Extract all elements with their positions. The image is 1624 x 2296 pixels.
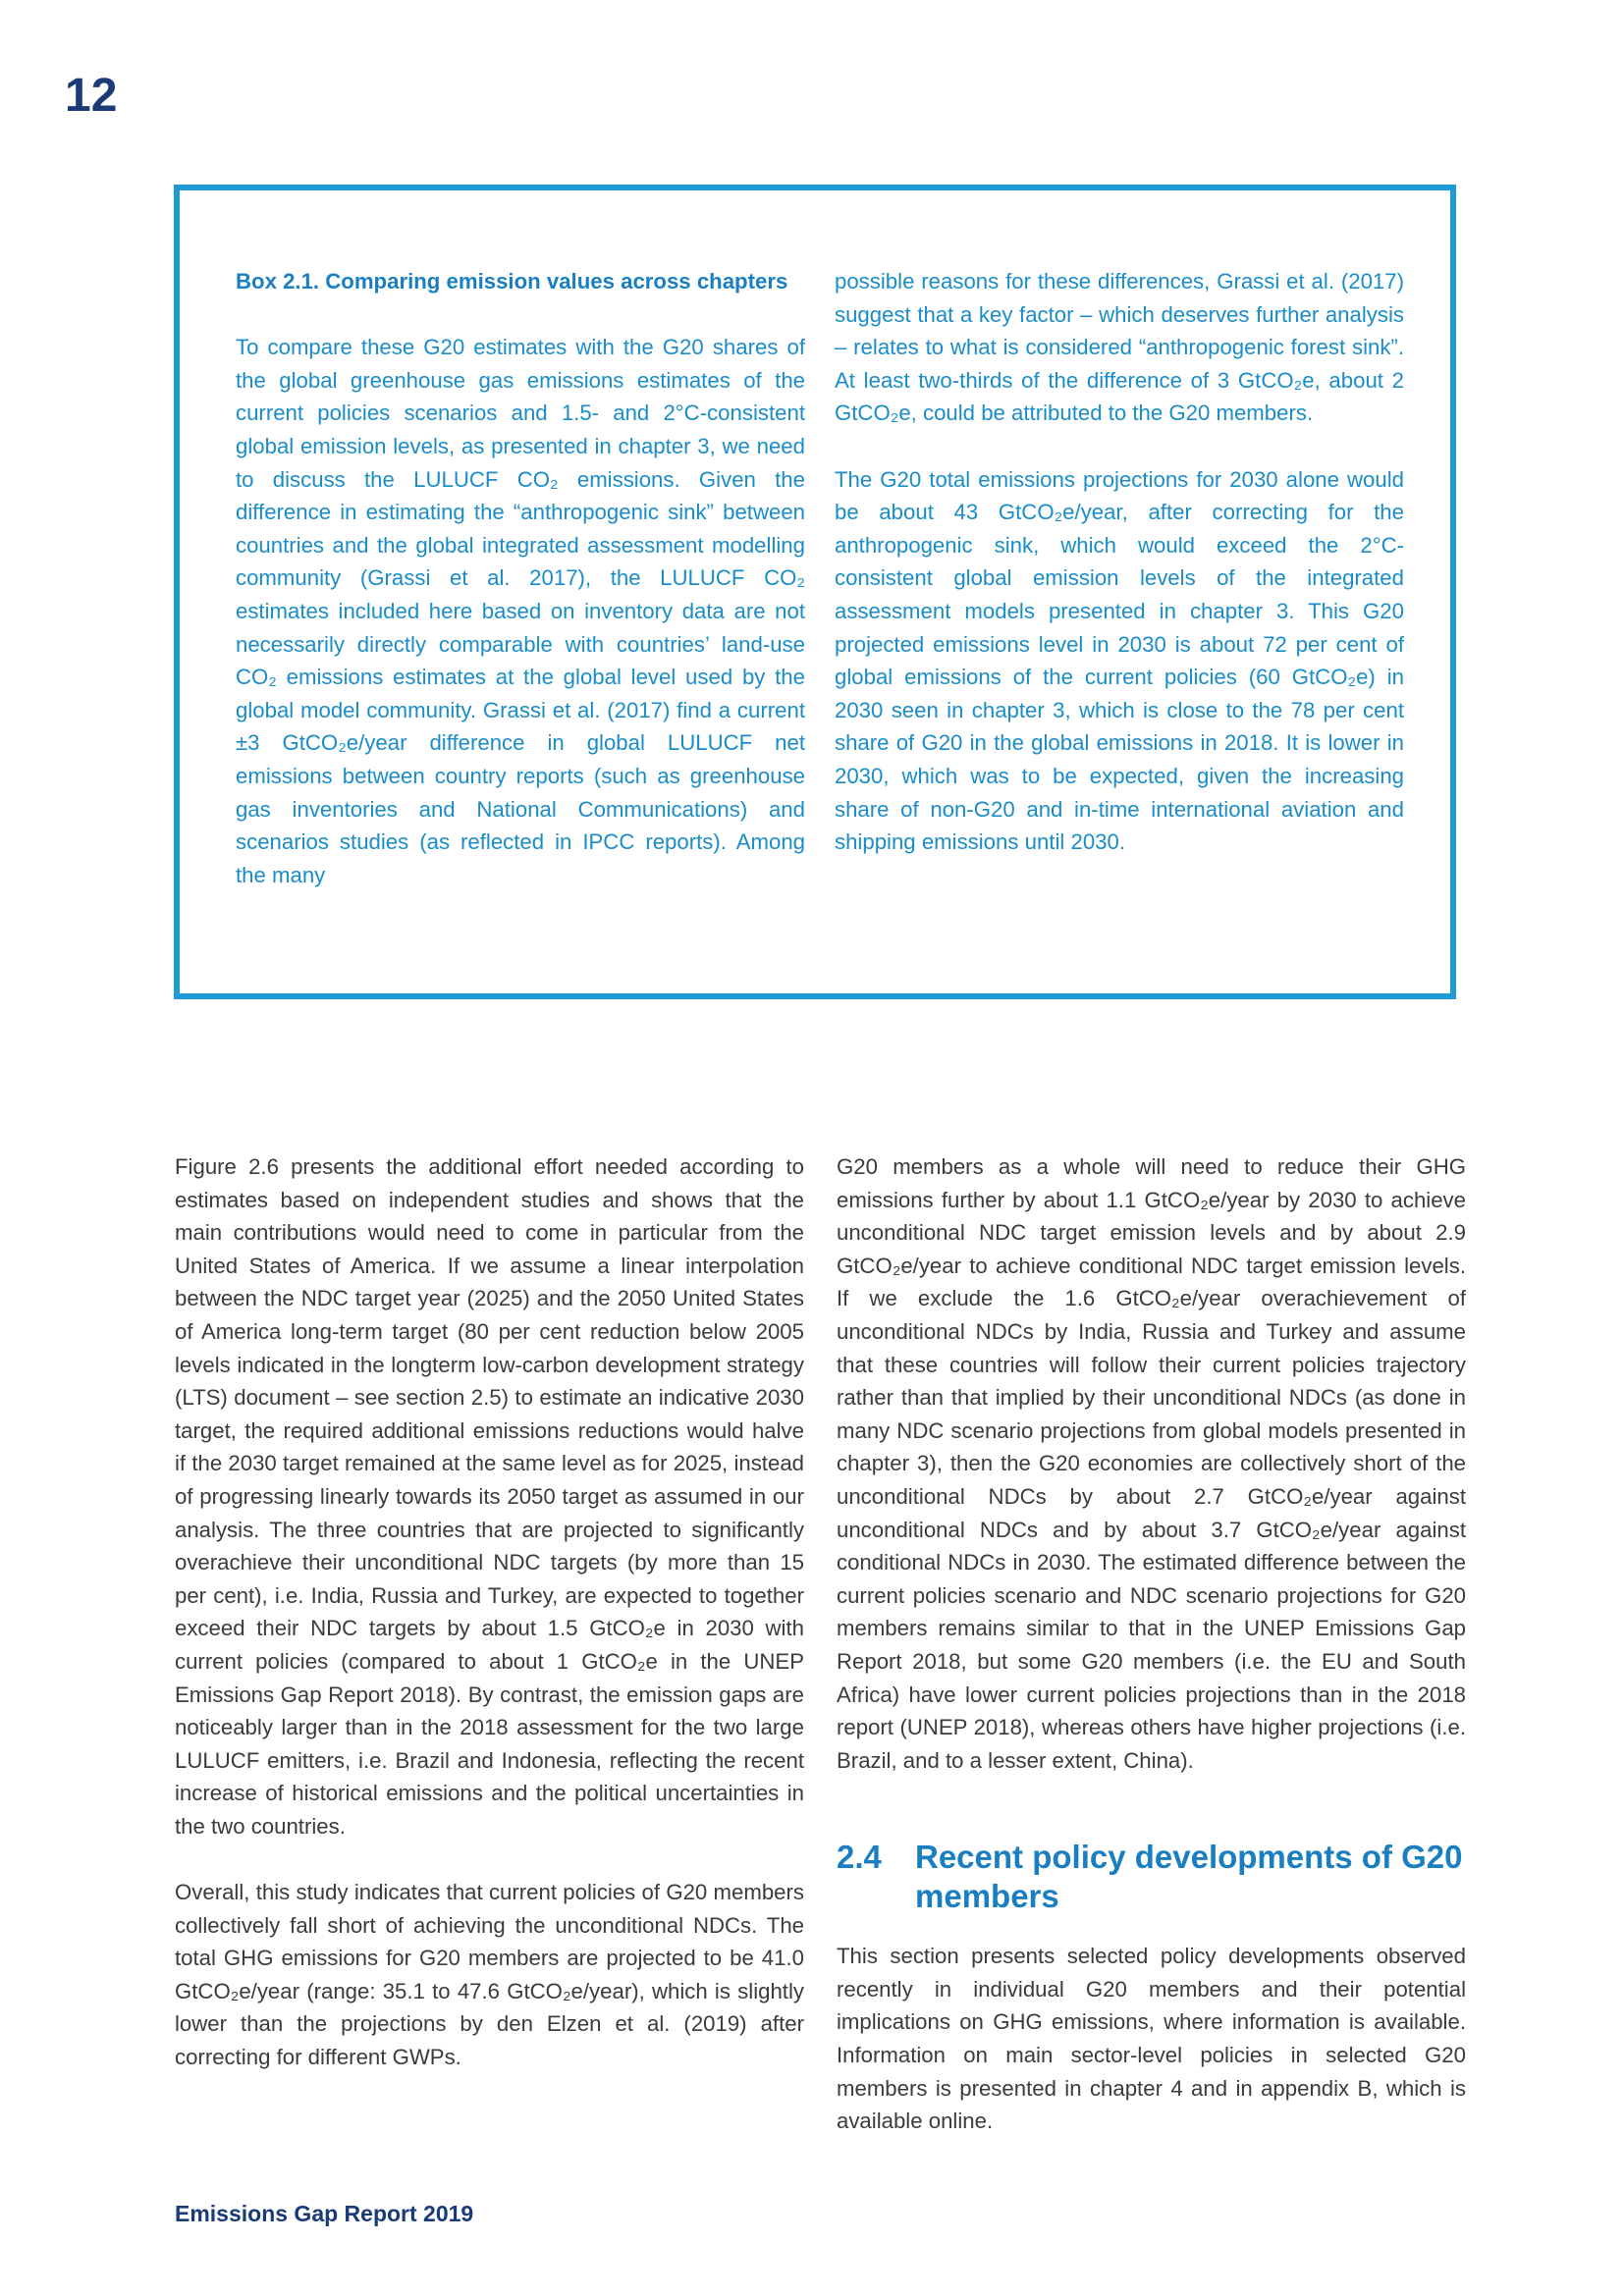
page-number: 12 [65, 70, 118, 122]
body-right-paragraph-2: This section presents selected policy developments observed recently in individual G20 members and their potential implications on GHG emissions, where information is available. Information on main sector-level policies in selected G20 members is presented in chapter 4 and in appendix B, which is available online. [837, 1944, 1466, 2134]
body-right-paragraph-1: G20 members as a whole will need to reduce their GHG emissions further by about 1.1 GtCO₂e/year by 2030 to achieve unconditional NDC target emission levels and by about 2.9 GtCO₂e/year to achieve conditional NDC target emission levels. If we exclude the 1.6 GtCO₂e/year overachievement of unconditional NDCs by India, Russia and Turkey and assume that these countries will follow their current policies trajectory rather than that implied by their unconditional NDCs (as done in many NDC scenario projections from global models presented in chapter 3), then the G20 economies are collectively short of the unconditional NDCs by about 2.7 GtCO₂e/year against unconditional NDCs and by about 3.7 GtCO₂e/year against conditional NDCs in 2030. The estimated difference between the current policies scenario and NDC scenario projections for G20 members remains similar to that in the UNEP Emissions Gap Report 2018, but some G20 members (i.e. the EU and South Africa) have lower current policies projections than in the 2018 report (UNEP 2018), whereas others have higher projections (i.e. Brazil, and to a lesser extent, China). [837, 1154, 1466, 1773]
box-right-column [835, 265, 1404, 859]
body-left-column [175, 1150, 804, 2074]
body-left-paragraph-1: Figure 2.6 presents the additional effort needed according to estimates based on independent studies and shows that the main contributions would need to come in particular from the United States of America. If we assume a linear interpolation between the NDC target year (2025) and the 2050 United States of America long-term target (80 per cent reduction below 2005 levels indicated in the longterm low-carbon development strategy (LTS) document – see section 2.5) to estimate an indicative 2030 target, the required additional emissions reductions would halve if the 2030 target remained at the same level as for 2025, instead of progressing linearly towards its 2050 target as assumed in our analysis. The three countries that are projected to significantly overachieve their unconditional NDC targets (by more than 15 per cent), i.e. India, Russia and Turkey, are expected to together exceed their NDC targets by about 1.5 GtCO₂e in 2030 with current policies (compared to about 1 GtCO₂e in the UNEP Emissions Gap Report 2018). By contrast, the emission gaps are noticeably larger than in the 2018 assessment for the two large LULUCF emitters, i.e. Brazil and Indonesia, reflecting the recent increase of historical emissions and the political uncertainties in the two countries. [175, 1154, 804, 1839]
box-right-paragraph-1: possible reasons for these differences, Grassi et al. (2017) suggest that a key factor – which deserves further analysis – relates to what is considered “anthropogenic forest sink”. At least two-thirds of the difference of 3 GtCO₂e, about 2 GtCO₂e, could be attributed to the G20 members. [835, 269, 1404, 426]
footer-report-title: Emissions Gap Report 2019 [175, 2201, 474, 2226]
body-right-column [837, 1150, 1466, 2138]
box-right-paragraph-2: The G20 total emissions projections for 2030 alone would be about 43 GtCO₂e/year, after correcting for the anthropogenic sink, which would exceed the 2°C-consistent global emission levels of the integrated assessment models presented in chapter 3. This G20 projected emissions level in 2030 is about 72 per cent of global emissions of the current policies (60 GtCO₂e) in 2030 seen in chapter 3, which is close to the 78 per cent share of G20 in the global emissions in 2018. It is lower in 2030, which was to be expected, given the increasing share of non-G20 and in-time international aviation and shipping emissions until 2030. [835, 466, 1404, 855]
section-heading [837, 1838, 1466, 1916]
section-number: 2.4 [837, 1839, 882, 1876]
section-title: Recent policy developments of G20 members [915, 1839, 1463, 1915]
box-2-1 [174, 185, 1456, 999]
box-title: Box 2.1. Comparing emission values across chapters [236, 269, 788, 294]
body-left-paragraph-2: Overall, this study indicates that current policies of G20 members collectively fall short of achieving the unconditional NDCs. The total GHG emissions for G20 members are projected to be 41.0 GtCO₂e/year (range: 35.1 to 47.6 GtCO₂e/year), which is slightly lower than the projections by den Elzen et al. (2019) after correcting for different GWPs. [175, 1880, 804, 2070]
box-left-column [236, 265, 805, 891]
box-left-paragraph-1: To compare these G20 estimates with the G20 shares of the global greenhouse gas emissions estimates of the current policies scenarios and 1.5- and 2°C-consistent global emission levels, as presented in chapter 3, we need to discuss the LULUCF CO₂ emissions. Given the difference in estimating the “anthropogenic sink” between countries and the global integrated assessment modelling community (Grassi et al. 2017), the LULUCF CO₂ estimates included here based on inventory data are not necessarily directly comparable with countries’ land-use CO₂ emissions estimates at the global level used by the global model community. Grassi et al. (2017) find a current ±3 GtCO₂e/year difference in global LULUCF net emissions between country reports (such as greenhouse gas inventories and National Communications) and scenarios studies (as reflected in IPCC reports). Among the many [236, 335, 805, 887]
